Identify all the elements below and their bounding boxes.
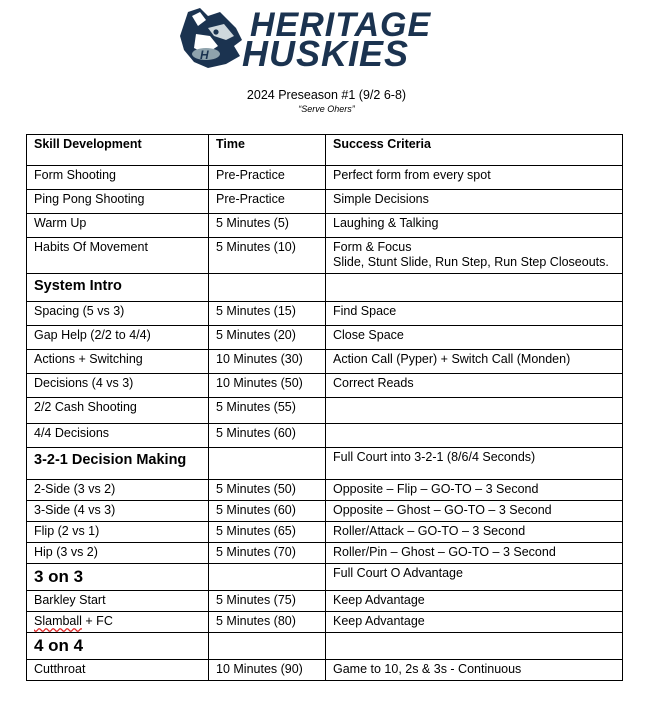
section-row [27, 633, 623, 660]
table-row [27, 326, 623, 350]
table-header-row [27, 135, 623, 166]
column-header-criteria: Success Criteria [326, 135, 623, 166]
table-row [27, 166, 623, 190]
criteria-cell [326, 501, 623, 522]
section-title-cell: 3-2-1 Decision Making [27, 448, 209, 480]
table-row [27, 543, 623, 564]
skill-cell: Warm Up [27, 214, 209, 238]
time-cell: 5 Minutes (50) [209, 480, 326, 501]
time-cell: Pre-Practice [209, 166, 326, 190]
criteria-cell [326, 166, 623, 190]
criteria-line: Close Space [333, 328, 404, 342]
skill-cell: Flip (2 vs 1) [27, 522, 209, 543]
table-row [27, 612, 623, 633]
table-row [27, 480, 623, 501]
skill-cell: Slamball + FC [27, 612, 209, 633]
column-header-skill: Skill Development [27, 135, 209, 166]
time-cell [209, 564, 326, 591]
time-cell: 10 Minutes (30) [209, 350, 326, 374]
practice-motto: “Serve Ohers” [298, 104, 355, 114]
time-cell: Pre-Practice [209, 190, 326, 214]
criteria-cell [326, 326, 623, 350]
criteria-cell [326, 480, 623, 501]
criteria-line: Roller/Attack – GO-TO – 3 Second [333, 524, 526, 538]
skill-cell: Barkley Start [27, 591, 209, 612]
criteria-cell [326, 398, 623, 424]
skill-cell: 3-Side (4 vs 3) [27, 501, 209, 522]
skill-cell: Actions + Switching [27, 350, 209, 374]
criteria-cell [326, 543, 623, 564]
criteria-cell [326, 302, 623, 326]
time-cell: 10 Minutes (90) [209, 660, 326, 681]
time-cell: 5 Minutes (55) [209, 398, 326, 424]
practice-plan-table [26, 134, 623, 681]
practice-title: 2024 Preseason #1 (9/2 6-8) [246, 88, 407, 102]
section-title-cell: 4 on 4 [27, 633, 209, 660]
skill-cell: 4/4 Decisions [27, 424, 209, 448]
criteria-cell [326, 274, 623, 302]
criteria-line: Form & Focus [333, 240, 412, 254]
section-title-cell: System Intro [27, 274, 209, 302]
criteria-line: Simple Decisions [333, 192, 429, 206]
table-row [27, 350, 623, 374]
table-row [27, 591, 623, 612]
section-title-cell: 3 on 3 [27, 564, 209, 591]
table-row [27, 238, 623, 274]
table-row [27, 190, 623, 214]
section-row [27, 564, 623, 591]
criteria-cell [326, 633, 623, 660]
logo-wordmark-huskies: HUSKIES [242, 33, 410, 74]
criteria-line: Laughing & Talking [333, 216, 439, 230]
criteria-cell [326, 238, 623, 274]
time-cell: 5 Minutes (65) [209, 522, 326, 543]
section-row [27, 448, 623, 480]
criteria-line: Opposite – Flip – GO-TO – 3 Second [333, 482, 539, 496]
time-cell [209, 633, 326, 660]
table-row [27, 501, 623, 522]
time-cell [209, 274, 326, 302]
section-row [27, 274, 623, 302]
skill-cell: Cutthroat [27, 660, 209, 681]
criteria-line: Full Court O Advantage [333, 566, 463, 580]
criteria-cell [326, 522, 623, 543]
skill-cell: 2/2 Cash Shooting [27, 398, 209, 424]
criteria-cell [326, 591, 623, 612]
skill-cell: Form Shooting [27, 166, 209, 190]
table-row [27, 302, 623, 326]
criteria-line: Find Space [333, 304, 397, 318]
skill-cell: Gap Help (2/2 to 4/4) [27, 326, 209, 350]
time-cell: 5 Minutes (60) [209, 424, 326, 448]
criteria-cell [326, 374, 623, 398]
time-cell: 5 Minutes (70) [209, 543, 326, 564]
criteria-cell [326, 214, 623, 238]
criteria-line: Roller/Pin – Ghost – GO-TO – 3 Second [333, 545, 556, 559]
criteria-cell [326, 564, 623, 591]
time-cell: 5 Minutes (75) [209, 591, 326, 612]
criteria-line: Keep Advantage [333, 593, 425, 607]
skill-cell: Ping Pong Shooting [27, 190, 209, 214]
criteria-line: Game to 10, 2s & 3s - Continuous [333, 662, 522, 676]
skill-cell: Habits Of Movement [27, 238, 209, 274]
time-cell: 5 Minutes (20) [209, 326, 326, 350]
criteria-line: Keep Advantage [333, 614, 425, 628]
time-cell: 5 Minutes (60) [209, 501, 326, 522]
time-cell: 5 Minutes (10) [209, 238, 326, 274]
table-row [27, 660, 623, 681]
skill-cell: Hip (3 vs 2) [27, 543, 209, 564]
criteria-line: Correct Reads [333, 376, 414, 390]
logo-wordmark-heritage: HERITAGE [250, 6, 432, 44]
criteria-cell [326, 448, 623, 480]
skill-cell: Decisions (4 vs 3) [27, 374, 209, 398]
table-row [27, 374, 623, 398]
time-cell: 10 Minutes (50) [209, 374, 326, 398]
criteria-line: Perfect form from every spot [333, 168, 491, 182]
criteria-cell [326, 660, 623, 681]
criteria-cell [326, 612, 623, 633]
criteria-cell [326, 350, 623, 374]
table-row [27, 522, 623, 543]
criteria-cell [326, 190, 623, 214]
table-row [27, 214, 623, 238]
time-cell: 5 Minutes (5) [209, 214, 326, 238]
table-row [27, 424, 623, 448]
time-cell: 5 Minutes (80) [209, 612, 326, 633]
time-cell: 5 Minutes (15) [209, 302, 326, 326]
skill-cell: Spacing (5 vs 3) [27, 302, 209, 326]
table-row [27, 398, 623, 424]
criteria-line: Opposite – Ghost – GO-TO – 3 Second [333, 503, 552, 517]
criteria-line: Action Call (Pyper) + Switch Call (Monden) [333, 352, 571, 366]
husky-head-icon [178, 6, 248, 70]
time-cell [209, 448, 326, 480]
heritage-huskies-logo [178, 6, 468, 74]
spellcheck-word: Slamball [34, 614, 82, 628]
criteria-line: Full Court into 3-2-1 (8/6/4 Seconds) [333, 450, 536, 464]
skill-cell: 2-Side (3 vs 2) [27, 480, 209, 501]
svg-text:H: H [200, 48, 209, 62]
criteria-line-2: Slide, Stunt Slide, Run Step, Run Step Closeouts. [333, 255, 609, 269]
column-header-time: Time [209, 135, 326, 166]
criteria-cell [326, 424, 623, 448]
